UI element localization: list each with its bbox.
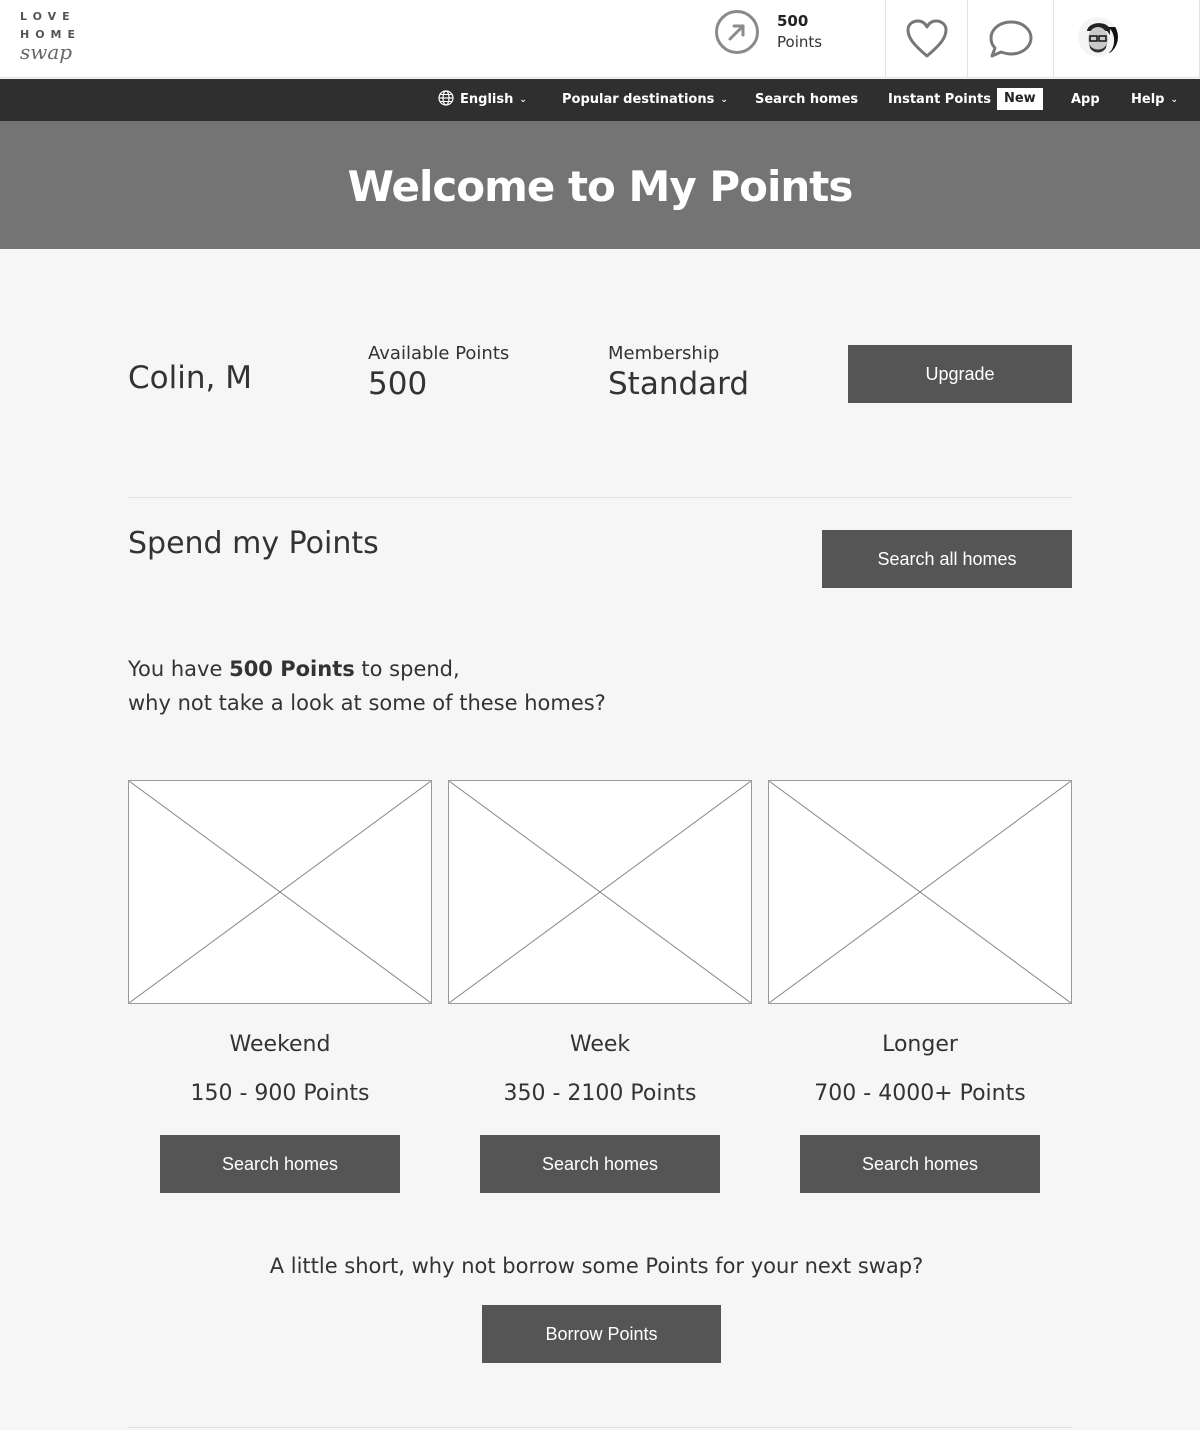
card-title-weekend: Weekend [229,1032,331,1057]
new-badge: New [997,88,1043,110]
hero-banner [0,121,1200,249]
intro-prefix: You have [128,657,230,681]
longer-image-placeholder[interactable] [768,780,1072,1004]
borrow-points-button[interactable]: Borrow Points [482,1305,721,1363]
nav-search-homes[interactable]: Search homes [755,92,859,107]
available-points-label: Available Points [368,343,510,364]
chevron-down-icon: ⌄ [720,95,728,105]
chat-icon [988,19,1034,59]
borrow-prompt: A little short, why not borrow some Points for your next swap? [269,1254,924,1278]
page-title: Welcome to My Points [347,161,853,211]
section-divider [128,497,1072,498]
messages-button[interactable] [968,0,1054,78]
logo-line-2: HOME [20,28,82,41]
nav-app[interactable]: App [1071,92,1100,107]
globe-icon [438,90,454,106]
nav-instant-label: Instant Points [888,92,991,107]
search-homes-longer-button[interactable]: Search homes [800,1135,1040,1193]
chevron-down-icon: ⌄ [1170,95,1179,105]
card-range-longer: 700 - 4000+ Points [814,1081,1026,1106]
chevron-down-icon: ⌄ [519,95,527,105]
upgrade-button[interactable]: Upgrade [848,345,1072,403]
account-menu[interactable] [1054,0,1200,78]
week-image-placeholder[interactable] [448,780,752,1004]
search-homes-weekend-button[interactable]: Search homes [160,1135,400,1193]
heart-icon [906,19,948,59]
member-name: Colin, M [128,360,252,396]
membership-label: Membership [608,343,720,364]
intro-points: 500 Points [229,657,355,681]
points-widget[interactable] [700,0,886,78]
intro-line-2: why not take a look at some of these homes? [128,691,606,715]
spend-section-title: Spend my Points [128,526,379,561]
logo-line-3: swap [20,40,73,64]
card-title-longer: Longer [882,1032,958,1057]
nav-popular-destinations[interactable] [562,79,728,121]
nav-instant-points[interactable] [888,79,1043,121]
logo-line-1: LOVE [20,10,76,23]
card-range-weekend: 150 - 900 Points [190,1081,370,1106]
search-all-homes-button[interactable]: Search all homes [822,530,1072,588]
nav-help[interactable] [1131,79,1178,121]
section-divider [128,1427,1072,1428]
available-points-value: 500 [368,366,428,402]
arrow-circle-icon [715,10,759,54]
language-selector[interactable] [438,79,527,121]
points-label: Points [777,33,823,51]
love-home-swap-logo[interactable] [20,8,90,70]
search-homes-week-button[interactable]: Search homes [480,1135,720,1193]
card-range-week: 350 - 2100 Points [503,1081,697,1106]
nav-help-label: Help [1131,92,1165,107]
favourites-button[interactable] [886,0,968,78]
nav-popular-label: Popular destinations [562,92,715,107]
weekend-image-placeholder[interactable] [128,780,432,1004]
membership-value: Standard [608,366,750,402]
main-nav [0,79,1200,121]
avatar [1078,17,1118,57]
points-count: 500 [777,12,809,30]
intro-suffix: to spend, [354,657,460,681]
card-title-week: Week [569,1032,631,1057]
top-header [0,0,1200,78]
language-label: English [460,92,514,107]
spend-intro [128,652,606,720]
